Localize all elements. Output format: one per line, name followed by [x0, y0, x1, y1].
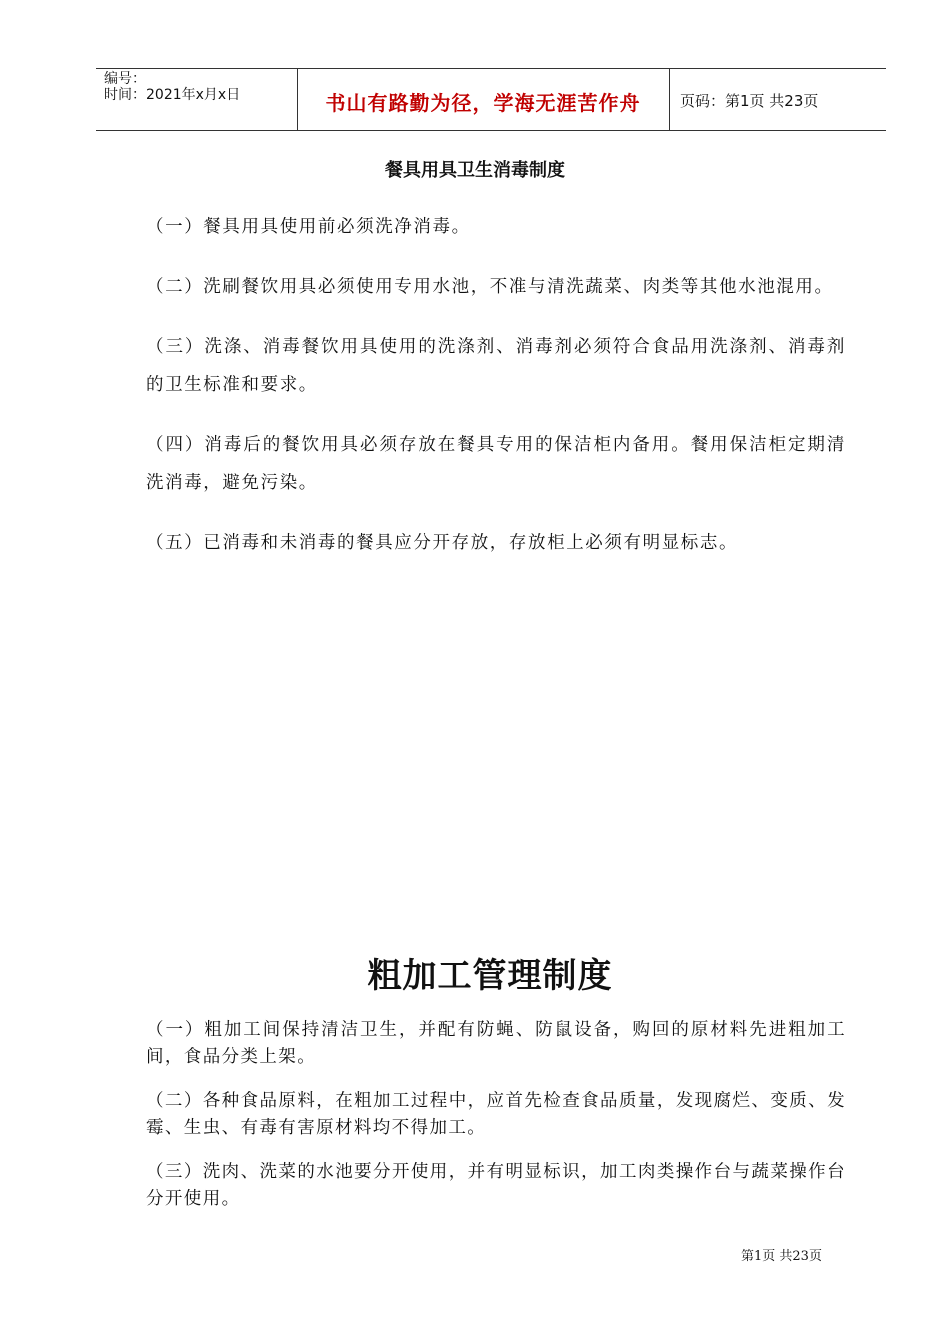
section1-item: （二）洗刷餐饮用具必须使用专用水池，不准与清洗蔬菜、肉类等其他水池混用。: [146, 277, 834, 297]
header-meta: [104, 71, 240, 103]
document-header: [96, 68, 886, 131]
page-footer: 第1页 共23页: [741, 1249, 822, 1264]
section1-item: （五）已消毒和未消毒的餐具应分开存放，存放柜上必须有明显标志。: [146, 533, 739, 553]
header-motto: 书山有路勤为径，学海无涯苦作舟: [325, 91, 641, 115]
section2-title: 粗加工管理制度: [367, 956, 613, 996]
header-divider: [669, 69, 670, 130]
section1-item: （一）餐具用具使用前必须洗净消毒。: [146, 217, 471, 237]
number-label: 编号：: [104, 71, 146, 87]
header-page-info: 页码：第1页 共23页: [680, 92, 819, 110]
section1-title: 餐具用具卫生消毒制度: [385, 160, 565, 181]
section1-item: （四）消毒后的餐饮用具必须存放在餐具专用的保洁柜内备用。餐用保洁柜定期清洗消毒，避免污染。: [146, 435, 846, 493]
section1-item: （三）洗涤、消毒餐饮用具使用的洗涤剂、消毒剂必须符合食品用洗涤剂、消毒剂的卫生标准和要求。: [146, 337, 846, 395]
section2-item: （二）各种食品原料，在粗加工过程中，应首先检查食品质量，发现腐烂、变质、发霉、生虫、有毒有害原材料均不得加工。: [146, 1091, 846, 1138]
section2-body: [146, 1017, 846, 1230]
section2-item: （一）粗加工间保持清洁卫生，并配有防蝇、防鼠设备，购回的原材料先进粗加工间，食品分类上架。: [146, 1020, 846, 1067]
section2-item: （三）洗肉、洗菜的水池要分开使用，并有明显标识，加工肉类操作台与蔬菜操作台分开使用。: [146, 1162, 846, 1209]
section1-body: [146, 208, 846, 584]
time-label: 时间：2021年x月x日: [104, 87, 241, 103]
